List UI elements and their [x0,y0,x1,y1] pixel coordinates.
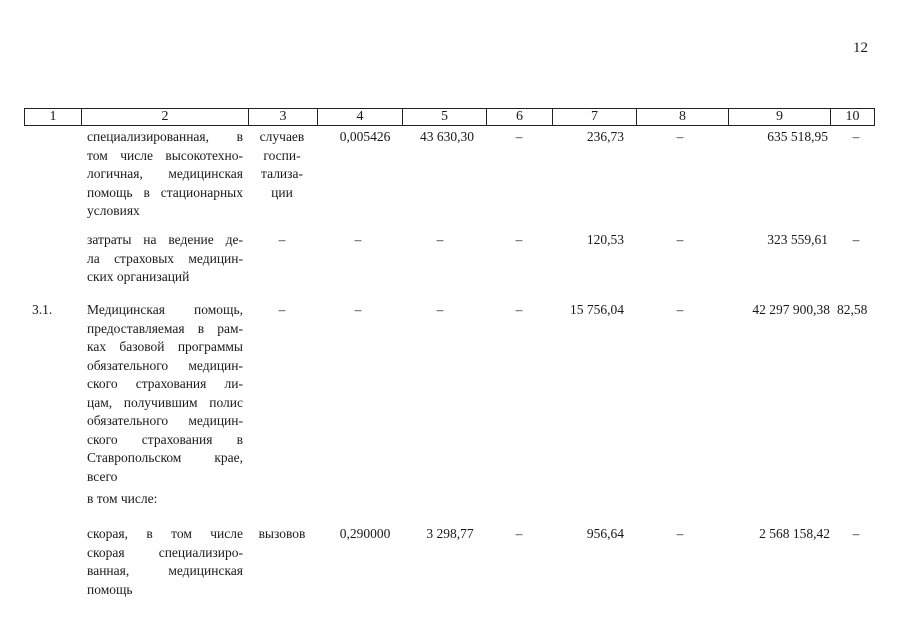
cell-col-5: – [436,302,444,317]
cell-col-9: 42 297 900,38 [752,302,830,317]
column-header-7: 7 [552,108,636,126]
row-description [87,128,243,221]
row-unit [252,301,312,320]
row-number: 3.1. [32,302,53,317]
description-line: ских организаций [87,269,190,284]
description-line: ках базовой программы [87,339,243,354]
cell-col-10: – [852,129,860,144]
page-number: 12 [853,40,868,56]
cell-col-8: – [676,129,684,144]
column-header-6: 6 [486,108,552,126]
cell-col-6: – [515,302,523,317]
cell-col-6: – [515,129,523,144]
column-header-10: 10 [830,108,875,126]
description-line: скорая специализиро- [87,544,243,560]
unit-line: ции [271,184,293,200]
cell-col-7: 236,73 [586,129,624,144]
cell-col-6: – [515,232,523,247]
description-line: специализированная, в [87,129,243,144]
cell-col-9: 635 518,95 [767,129,828,144]
cell-col-4: 0,290000 [339,526,391,541]
column-header-1: 1 [24,108,81,126]
row-unit [252,128,312,202]
description-line: том числе высокотехно- [87,147,243,163]
row-unit [252,231,312,250]
description-line: помощь в стационарных [87,184,243,200]
unit-line: тализа- [261,166,303,181]
cell-col-5: 3 298,77 [426,526,474,541]
cell-col-7: 15 756,04 [570,302,624,317]
description-line: предоставляемая в рам- [87,320,243,336]
cell-col-8: – [676,302,684,317]
unit-line: – [278,232,286,247]
column-header-9: 9 [728,108,830,126]
cell-col-10: – [852,232,860,247]
cell-col-5: 43 630,30 [420,129,474,144]
description-line: затраты на ведение де- [87,232,243,247]
description-line: Ставропольском крае, [87,450,243,465]
column-header-2: 2 [81,108,248,126]
cell-col-7: 120,53 [586,232,624,247]
description-line: всего [87,468,118,484]
description-line: ского страхования в [87,431,243,447]
cell-col-10: 82,58 [837,302,868,317]
row-description [87,490,243,509]
unit-line: случаев [259,129,305,144]
cell-col-4: – [354,232,362,247]
cell-col-4: 0,005426 [339,129,391,144]
column-header-4: 4 [317,108,402,126]
column-header-3: 3 [248,108,317,126]
description-line: обязательного медицин- [87,413,243,428]
cell-col-4: – [354,302,362,317]
cell-col-9: 323 559,61 [767,232,828,247]
description-line: в том числе: [87,491,158,506]
description-line: обязательного медицин- [87,357,243,373]
cell-col-6: – [515,526,523,541]
cell-col-8: – [676,526,684,541]
unit-line: – [278,302,286,317]
unit-line: госпи- [263,147,301,163]
column-header-8: 8 [636,108,728,126]
cell-col-8: – [676,232,684,247]
description-line: ла страховых медицин- [87,250,243,266]
description-line: ванная, медицинская [87,563,243,578]
description-line: помощь [87,581,133,597]
cell-col-9: 2 568 158,42 [759,526,830,541]
description-line: условиях [87,203,140,218]
row-description [87,301,243,486]
description-line: скорая, в том числе [87,526,243,541]
unit-line: вызовов [258,526,306,541]
cell-col-10: – [852,526,860,541]
cell-col-7: 956,64 [586,526,624,541]
row-unit [252,525,312,544]
row-description [87,525,243,599]
row-description [87,231,243,287]
description-line: логичная, медицинская [87,166,243,181]
description-line: цам, получившим полис [87,394,243,410]
description-line: ского страхования ли- [87,376,243,391]
description-line: Медицинская помощь, [87,302,243,317]
cell-col-5: – [436,232,444,247]
column-header-5: 5 [402,108,486,126]
